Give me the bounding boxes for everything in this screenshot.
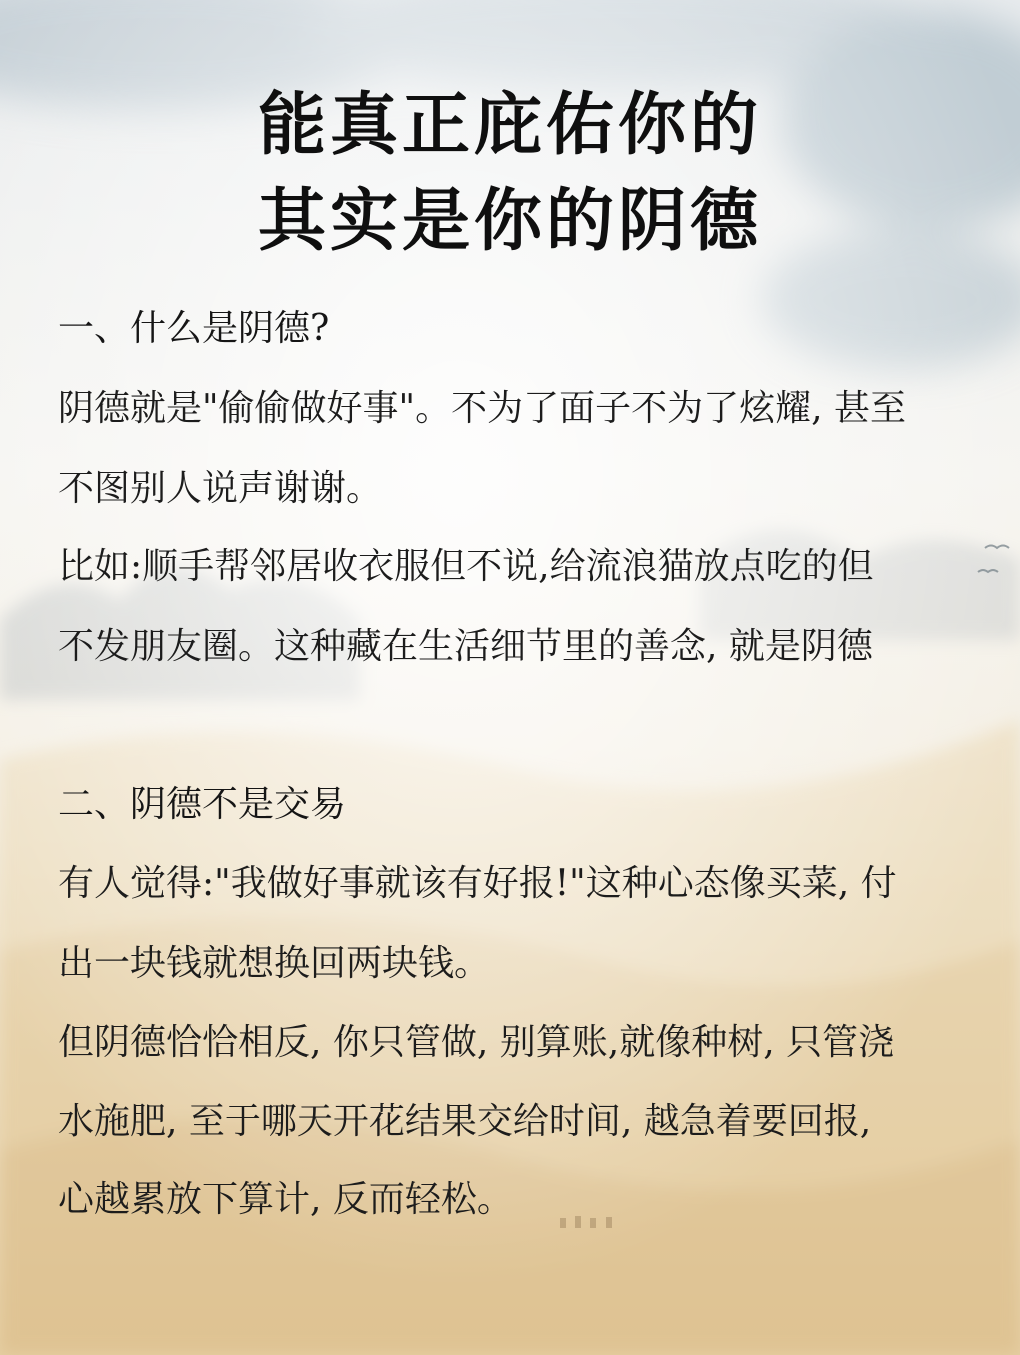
section-2-line-1: 有人觉得:"我做好事就该有好报!"这种心态像买菜, 付 — [58, 863, 897, 904]
section-2-line-2: 出一块钱就想换回两块钱。 — [58, 943, 491, 984]
section-1-line-2: 不图别人说声谢谢。 — [58, 468, 383, 509]
section-1-line-4: 不发朋友圈。这种藏在生活细节里的善念, 就是阴德 — [58, 626, 873, 667]
section-2-line-5: 心越累放下算计, 反而轻松。 — [58, 1179, 513, 1220]
section-2-line-4: 水施肥, 至于哪天开花结果交给时间, 越急着要回报, — [58, 1101, 872, 1142]
section-2-heading: 二、阴德不是交易 — [58, 784, 347, 825]
section-1-line-3: 比如:顺手帮邻居收衣服但不说,给流浪猫放点吃的但 — [58, 546, 874, 587]
section-2-line-3: 但阴德恰恰相反, 你只管做, 别算账,就像种树, 只管浇 — [58, 1022, 895, 1063]
section-1-line-1: 阴德就是"偷偷做好事"。不为了面子不为了炫耀, 甚至 — [58, 388, 907, 429]
title-line-2: 其实是你的阴德 — [257, 182, 762, 261]
section-1-heading: 一、什么是阴德? — [58, 308, 330, 349]
title-line-1: 能真正庇佑你的 — [257, 86, 762, 165]
